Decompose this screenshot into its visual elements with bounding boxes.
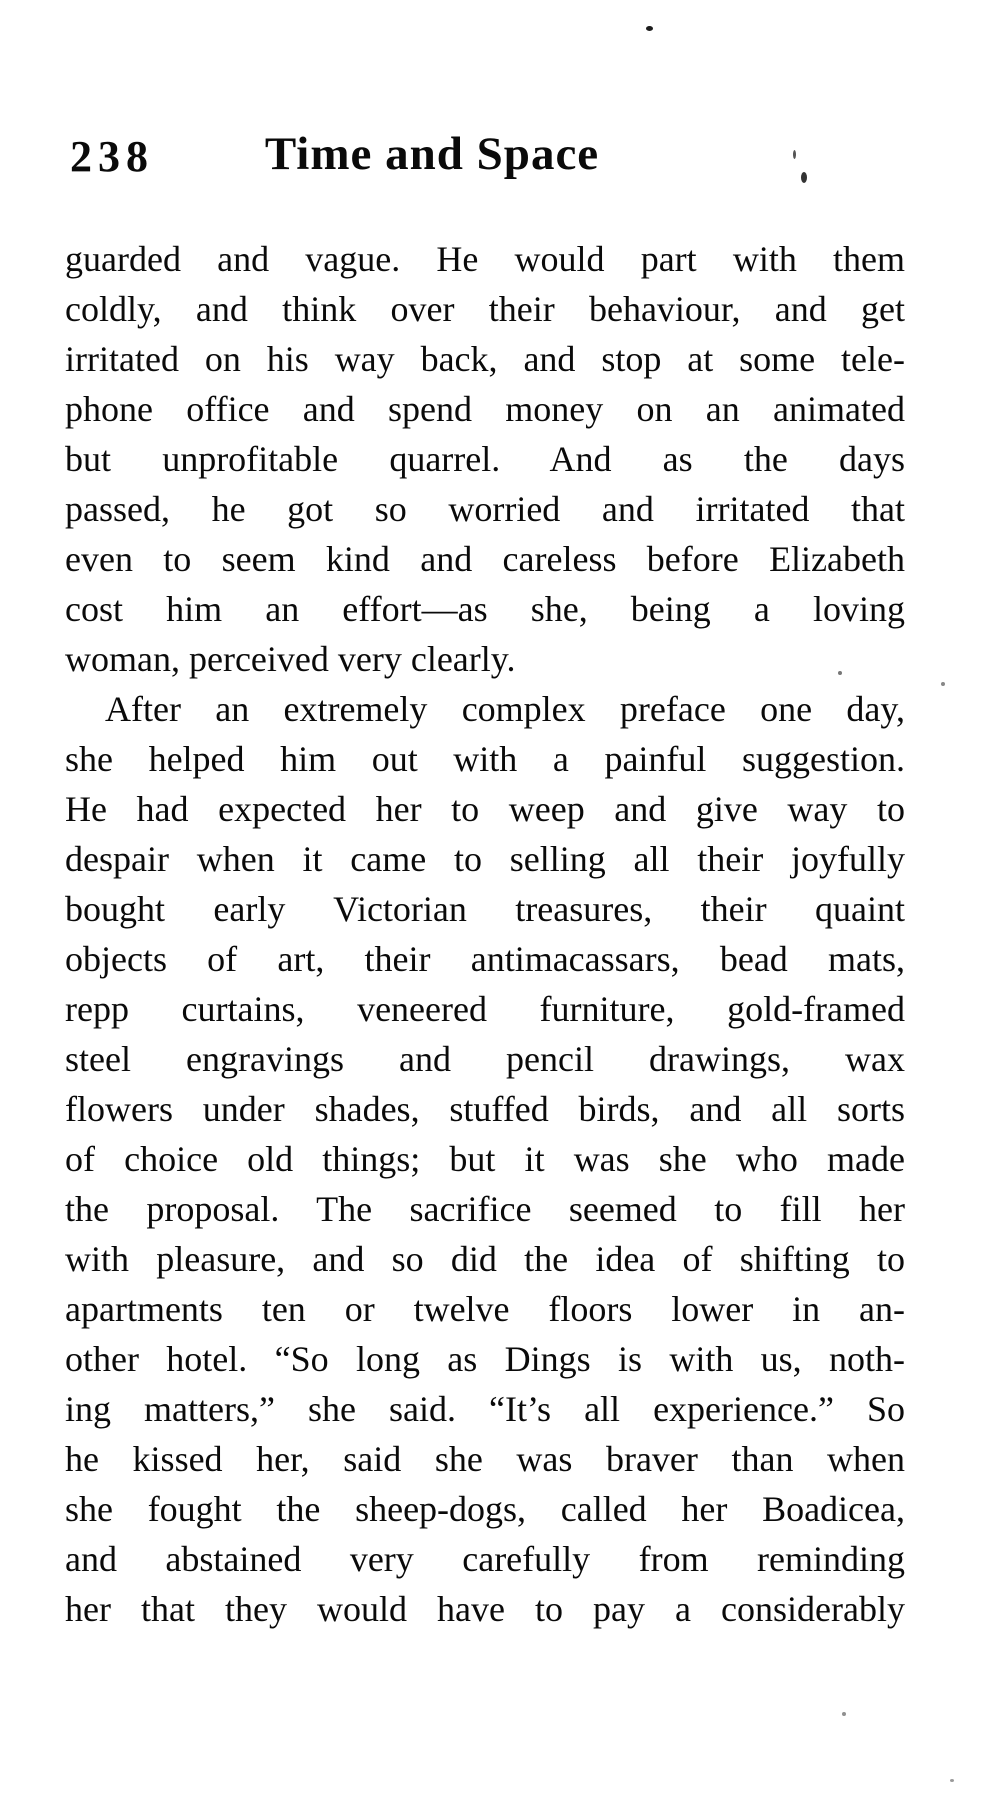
text-line: apartments ten or twelve floors lower in an- [65, 1289, 905, 1329]
page-body [65, 234, 905, 1634]
text-line: steel engravings and pencil drawings, wax [65, 1039, 905, 1079]
text-line: she fought the sheep-dogs, called her Boadicea, [65, 1489, 905, 1529]
text-line: objects of art, their antimacassars, bead mats, [65, 939, 905, 979]
scan-speck [801, 172, 807, 183]
text-line: the proposal. The sacrifice seemed to fill her [65, 1189, 905, 1229]
scan-speck [950, 1779, 954, 1782]
text-line: of choice old things; but it was she who made [65, 1139, 905, 1179]
text-line: even to seem kind and careless before Elizabeth [65, 539, 905, 579]
text-line: her that they would have to pay a considerably [65, 1589, 905, 1629]
text-line: irritated on his way back, and stop at some tele- [65, 339, 905, 379]
scan-speck [838, 671, 842, 675]
scan-speck [941, 682, 945, 686]
text-line: passed, he got so worried and irritated that [65, 489, 905, 529]
text-line: woman, perceived very clearly. [65, 639, 516, 679]
text-line: with pleasure, and so did the idea of shifting to [65, 1239, 905, 1279]
text-line: despair when it came to selling all their joyfully [65, 839, 905, 879]
text-line: he kissed her, said she was braver than when [65, 1439, 905, 1479]
text-line: coldly, and think over their behaviour, and get [65, 289, 905, 329]
scan-speck [842, 1712, 846, 1716]
text-line: repp curtains, veneered furniture, gold-framed [65, 989, 905, 1029]
text-line: guarded and vague. He would part with them [65, 239, 905, 279]
text-line: ing matters,” she said. “It’s all experience.” So [65, 1389, 905, 1429]
page-title: Time and Space [264, 128, 600, 180]
text-line: After an extremely complex preface one day, [105, 689, 905, 729]
text-line: He had expected her to weep and give way to [65, 789, 905, 829]
text-line: cost him an effort—as she, being a loving [65, 589, 905, 629]
text-line: and abstained very carefully from reminding [65, 1539, 905, 1579]
text-line: she helped him out with a painful suggestion. [65, 739, 905, 779]
text-line: phone office and spend money on an animated [65, 389, 905, 429]
text-line: but unprofitable quarrel. And as the days [65, 439, 905, 479]
scan-speck [793, 150, 796, 159]
scan-speck [646, 26, 653, 31]
text-line: other hotel. “So long as Dings is with us, noth- [65, 1339, 905, 1379]
text-line: bought early Victorian treasures, their quaint [65, 889, 905, 929]
page-number: 238 [70, 132, 154, 181]
text-line: flowers under shades, stuffed birds, and all sorts [65, 1089, 905, 1129]
